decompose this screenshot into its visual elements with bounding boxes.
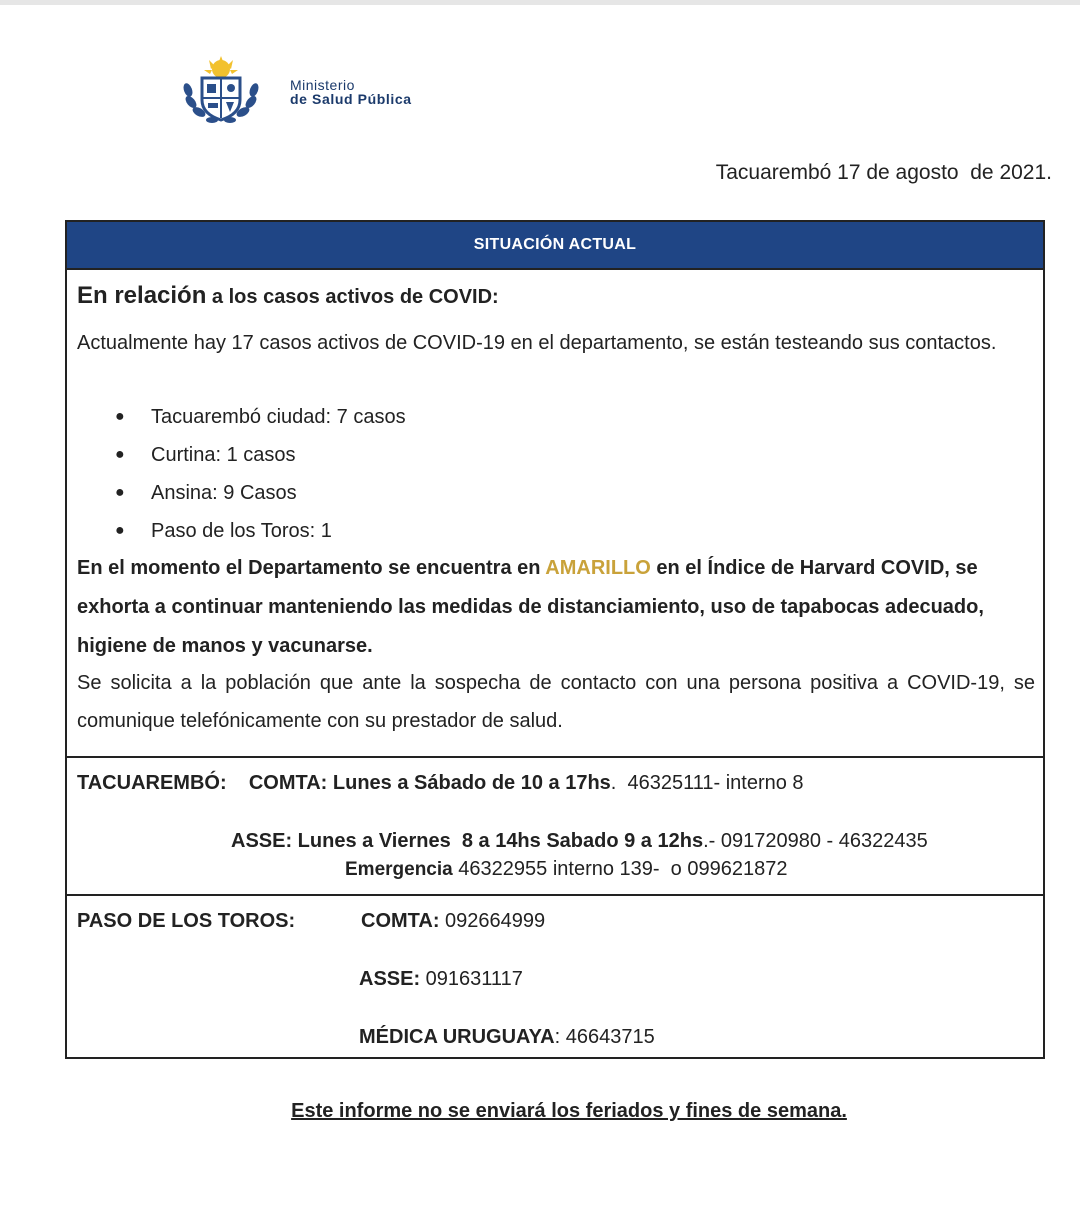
tacuarembo-emergency-row xyxy=(345,858,787,881)
case-text: Paso de los Toros: 1 xyxy=(151,520,332,542)
list-item xyxy=(115,398,406,436)
ministry-line-1: Ministerio xyxy=(290,77,355,93)
report-date: Tacuarembó 17 de agosto de 2021. xyxy=(715,161,1052,184)
paso-medica-row xyxy=(359,1026,655,1049)
asse-phone: .- 091720980 - 46322435 xyxy=(703,830,928,852)
bullet-icon: ● xyxy=(115,408,125,425)
ministry-line-2: de Salud Pública xyxy=(290,91,412,107)
active-cases-section xyxy=(67,270,1043,758)
top-edge-bar xyxy=(0,0,1080,5)
list-item xyxy=(115,474,406,512)
emergency-label: Emergencia xyxy=(345,859,453,880)
case-text: Curtina: 1 casos xyxy=(151,444,296,466)
alert-text-after: en el Índice de Harvard COVID, se exhorta a continuar manteniendo las medidas de distanciamiento, uso de tapabocas adecuado, higiene de manos y vacunarse. xyxy=(77,557,984,657)
case-text: Tacuarembó ciudad: 7 casos xyxy=(151,406,406,428)
bullet-icon: ● xyxy=(115,484,125,501)
alert-text-before: En el momento el Departamento se encuentra en xyxy=(77,557,546,579)
paso-comta-row xyxy=(361,910,545,933)
section-title-lead: En relación xyxy=(77,282,207,309)
section-title-rest: a los casos activos de COVID: xyxy=(206,286,499,308)
intro-paragraph: Actualmente hay 17 casos activos de COVID-19 en el departamento, se están testeando sus contactos. xyxy=(77,332,997,354)
ministry-name xyxy=(290,78,412,106)
asse-hours: ASSE: Lunes a Viernes 8 a 14hs Sabado 9 a 12hs xyxy=(231,830,704,852)
table-header: SITUACIÓN ACTUAL xyxy=(67,222,1043,270)
emergency-phone: 46322955 interno 139- o 099621872 xyxy=(452,858,788,880)
comta-phone: . 46325111- interno 8 xyxy=(610,772,804,794)
harvard-index-alert xyxy=(77,549,1027,666)
paso-medica-phone: : 46643715 xyxy=(554,1026,655,1048)
tacuarembo-contacts-section xyxy=(67,758,1043,896)
paso-comta-label: COMTA: xyxy=(361,910,440,932)
tacuarembo-label: TACUAREMBÓ: xyxy=(77,772,227,794)
comta-hours: COMTA: Lunes a Sábado de 10 a 17hs xyxy=(248,772,611,794)
paso-asse-row xyxy=(359,968,523,991)
uruguay-coat-of-arms-logo xyxy=(182,56,260,126)
footer-notice: Este informe no se enviará los feriados y fines de semana. xyxy=(291,1100,847,1122)
case-text: Ansina: 9 Casos xyxy=(151,482,297,504)
bullet-icon: ● xyxy=(115,446,125,463)
cases-list xyxy=(115,398,406,550)
paso-label: PASO DE LOS TOROS: xyxy=(77,910,296,932)
list-item xyxy=(115,436,406,474)
alert-level: AMARILLO xyxy=(545,557,651,579)
paso-de-los-toros-contacts-section xyxy=(67,896,1043,1057)
bullet-icon: ● xyxy=(115,522,125,539)
sun-rays xyxy=(204,56,238,78)
tacuarembo-asse-row xyxy=(231,830,928,853)
paso-asse-phone: 091631117 xyxy=(420,968,523,990)
contact-request-paragraph: Se solicita a la población que ante la sospecha de contacto con una persona positiva a COVID-19, se comunique telefónicamente con su prestador de salud. xyxy=(77,672,1035,732)
tacuarembo-comta-row xyxy=(77,772,804,795)
paso-comta-phone: 092664999 xyxy=(439,910,546,932)
paso-medica-label: MÉDICA URUGUAYA xyxy=(359,1026,555,1048)
section-title xyxy=(77,282,499,310)
list-item xyxy=(115,512,406,550)
report-table xyxy=(65,220,1045,1059)
paso-asse-label: ASSE: xyxy=(359,968,421,990)
